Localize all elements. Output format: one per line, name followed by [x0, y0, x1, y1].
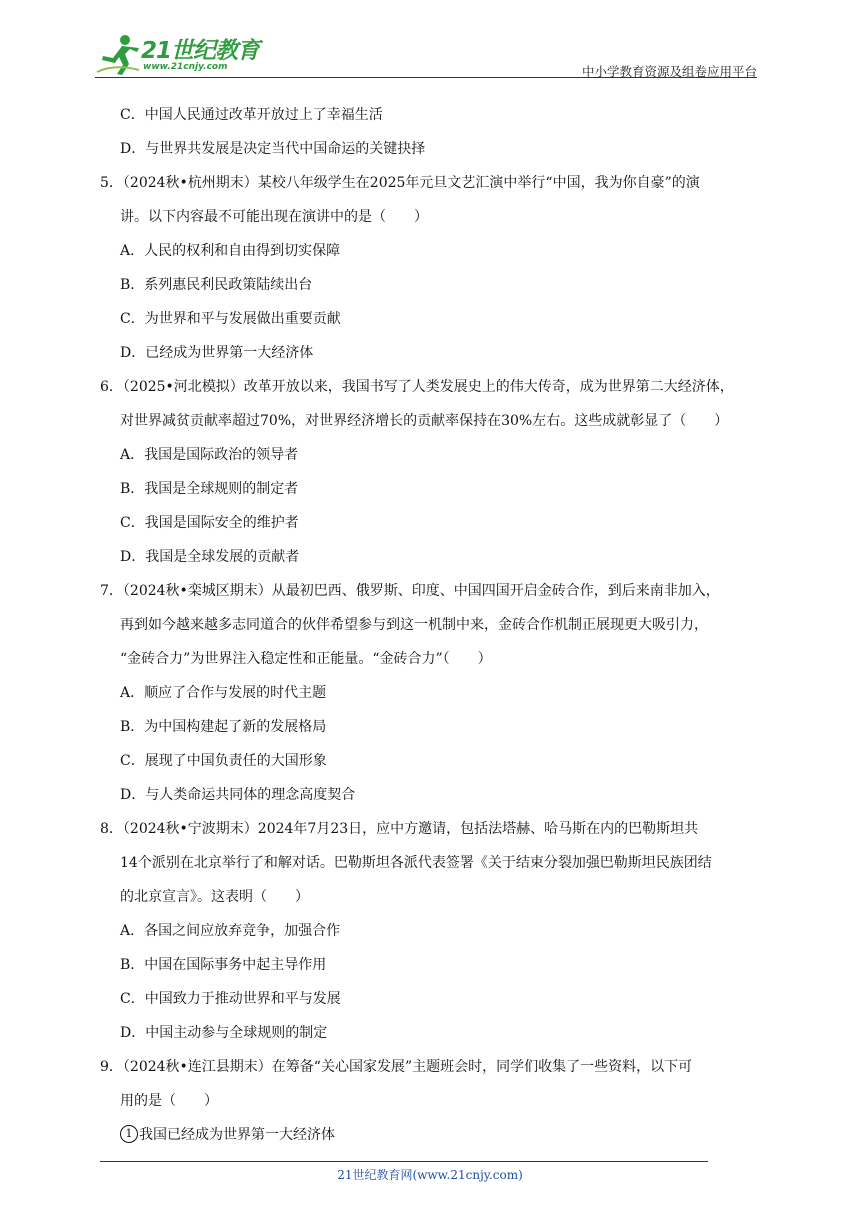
answer-option: D．与世界共发展是决定当代中国命运的关键抉择 [120, 141, 426, 157]
question-stem: 8．（2024秋•宁波期末）2024年7月23日，应中方邀请，包括法塔赫、哈马斯在内的巴勒斯坦共 [100, 821, 699, 837]
question-stem: 9．（2024秋•连江县期末）在筹备“关心国家发展”主题班会时，同学们收集了一些资料，以下可 [100, 1059, 693, 1075]
question-stem-continued: “金砖合力”为世界注入稳定性和正能量。“金砖合力”（ ） [120, 651, 492, 667]
statement-text: 我国已经成为世界第一大经济体 [139, 1127, 335, 1143]
answer-option: C．展现了中国负责任的大国形象 [120, 753, 327, 769]
answer-option: B．系列惠民利民政策陆续出台 [120, 277, 313, 293]
answer-option: B．我国是全球规则的制定者 [120, 481, 299, 497]
question-stem-continued: 再到如今越来越多志同道合的伙伴希望参与到这一机制中来，金砖合作机制正展现更大吸引力， [120, 617, 708, 633]
answer-option: A．顺应了合作与发展的时代主题 [120, 685, 327, 701]
answer-option: D．已经成为世界第一大经济体 [120, 345, 314, 361]
header-divider [95, 77, 757, 78]
answer-option: C．我国是国际安全的维护者 [120, 515, 299, 531]
question-stem-continued: 的北京宣言》。这表明（ ） [120, 889, 309, 905]
question-stem-continued: 14个派别在北京举行了和解对话。巴勒斯坦各派代表签署《关于结束分裂加强巴勒斯坦民族团结 [120, 855, 712, 871]
page-header [95, 30, 757, 78]
answer-option: A．我国是国际政治的领导者 [120, 447, 299, 463]
platform-name: 中小学教育资源及组卷应用平台 [581, 64, 757, 79]
answer-option: C．为世界和平与发展做出重要贡献 [120, 311, 341, 327]
question-stem-continued: 讲。以下内容最不可能出现在演讲中的是（ ） [120, 209, 428, 225]
answer-option: C．中国人民通过改革开放过上了幸福生活 [120, 107, 383, 123]
question-stem: 7．（2024秋•栾城区期末）从最初巴西、俄罗斯、印度、中国四国开启金砖合作，到后来南非加入， [100, 583, 720, 599]
footer-divider [100, 1161, 708, 1162]
question-stem-continued: 对世界减贫贡献率超过70%，对世界经济增长的贡献率保持在30%左右。这些成就彰显了（ ） [120, 413, 729, 429]
runner-logo-icon [95, 32, 141, 76]
numbered-statement [100, 1118, 768, 1152]
question-stem: 5．（2024秋•杭州期末）某校八年级学生在2025年元旦文艺汇演中举行“中国，我为你自豪”的演 [100, 175, 700, 191]
logo-url: www.21cnjy.com [143, 62, 228, 72]
site-logo [95, 32, 265, 76]
question-content [100, 98, 768, 1152]
answer-option: C．中国致力于推动世界和平与发展 [120, 991, 341, 1007]
answer-option: D．中国主动参与全球规则的制定 [120, 1025, 328, 1041]
question-stem-continued: 用的是（ ） [120, 1093, 218, 1109]
answer-option: B．中国在国际事务中起主导作用 [120, 957, 327, 973]
answer-option: D．与人类命运共同体的理念高度契合 [120, 787, 356, 803]
answer-option: A．人民的权利和自由得到切实保障 [120, 243, 341, 259]
answer-option: B．为中国构建起了新的发展格局 [120, 719, 327, 735]
answer-option: D．我国是全球发展的贡献者 [120, 549, 300, 565]
footer-text: 21世纪教育网(www.21cnjy.com) [337, 1168, 523, 1182]
answer-option: A．各国之间应放弃竞争，加强合作 [120, 923, 341, 939]
circled-number: 1 [120, 1125, 138, 1143]
logo-text: 21世纪教育 [141, 38, 260, 64]
question-stem: 6．（2025•河北模拟）改革开放以来，我国书写了人类发展史上的伟大传奇，成为世界第二大经济体， [100, 379, 734, 395]
